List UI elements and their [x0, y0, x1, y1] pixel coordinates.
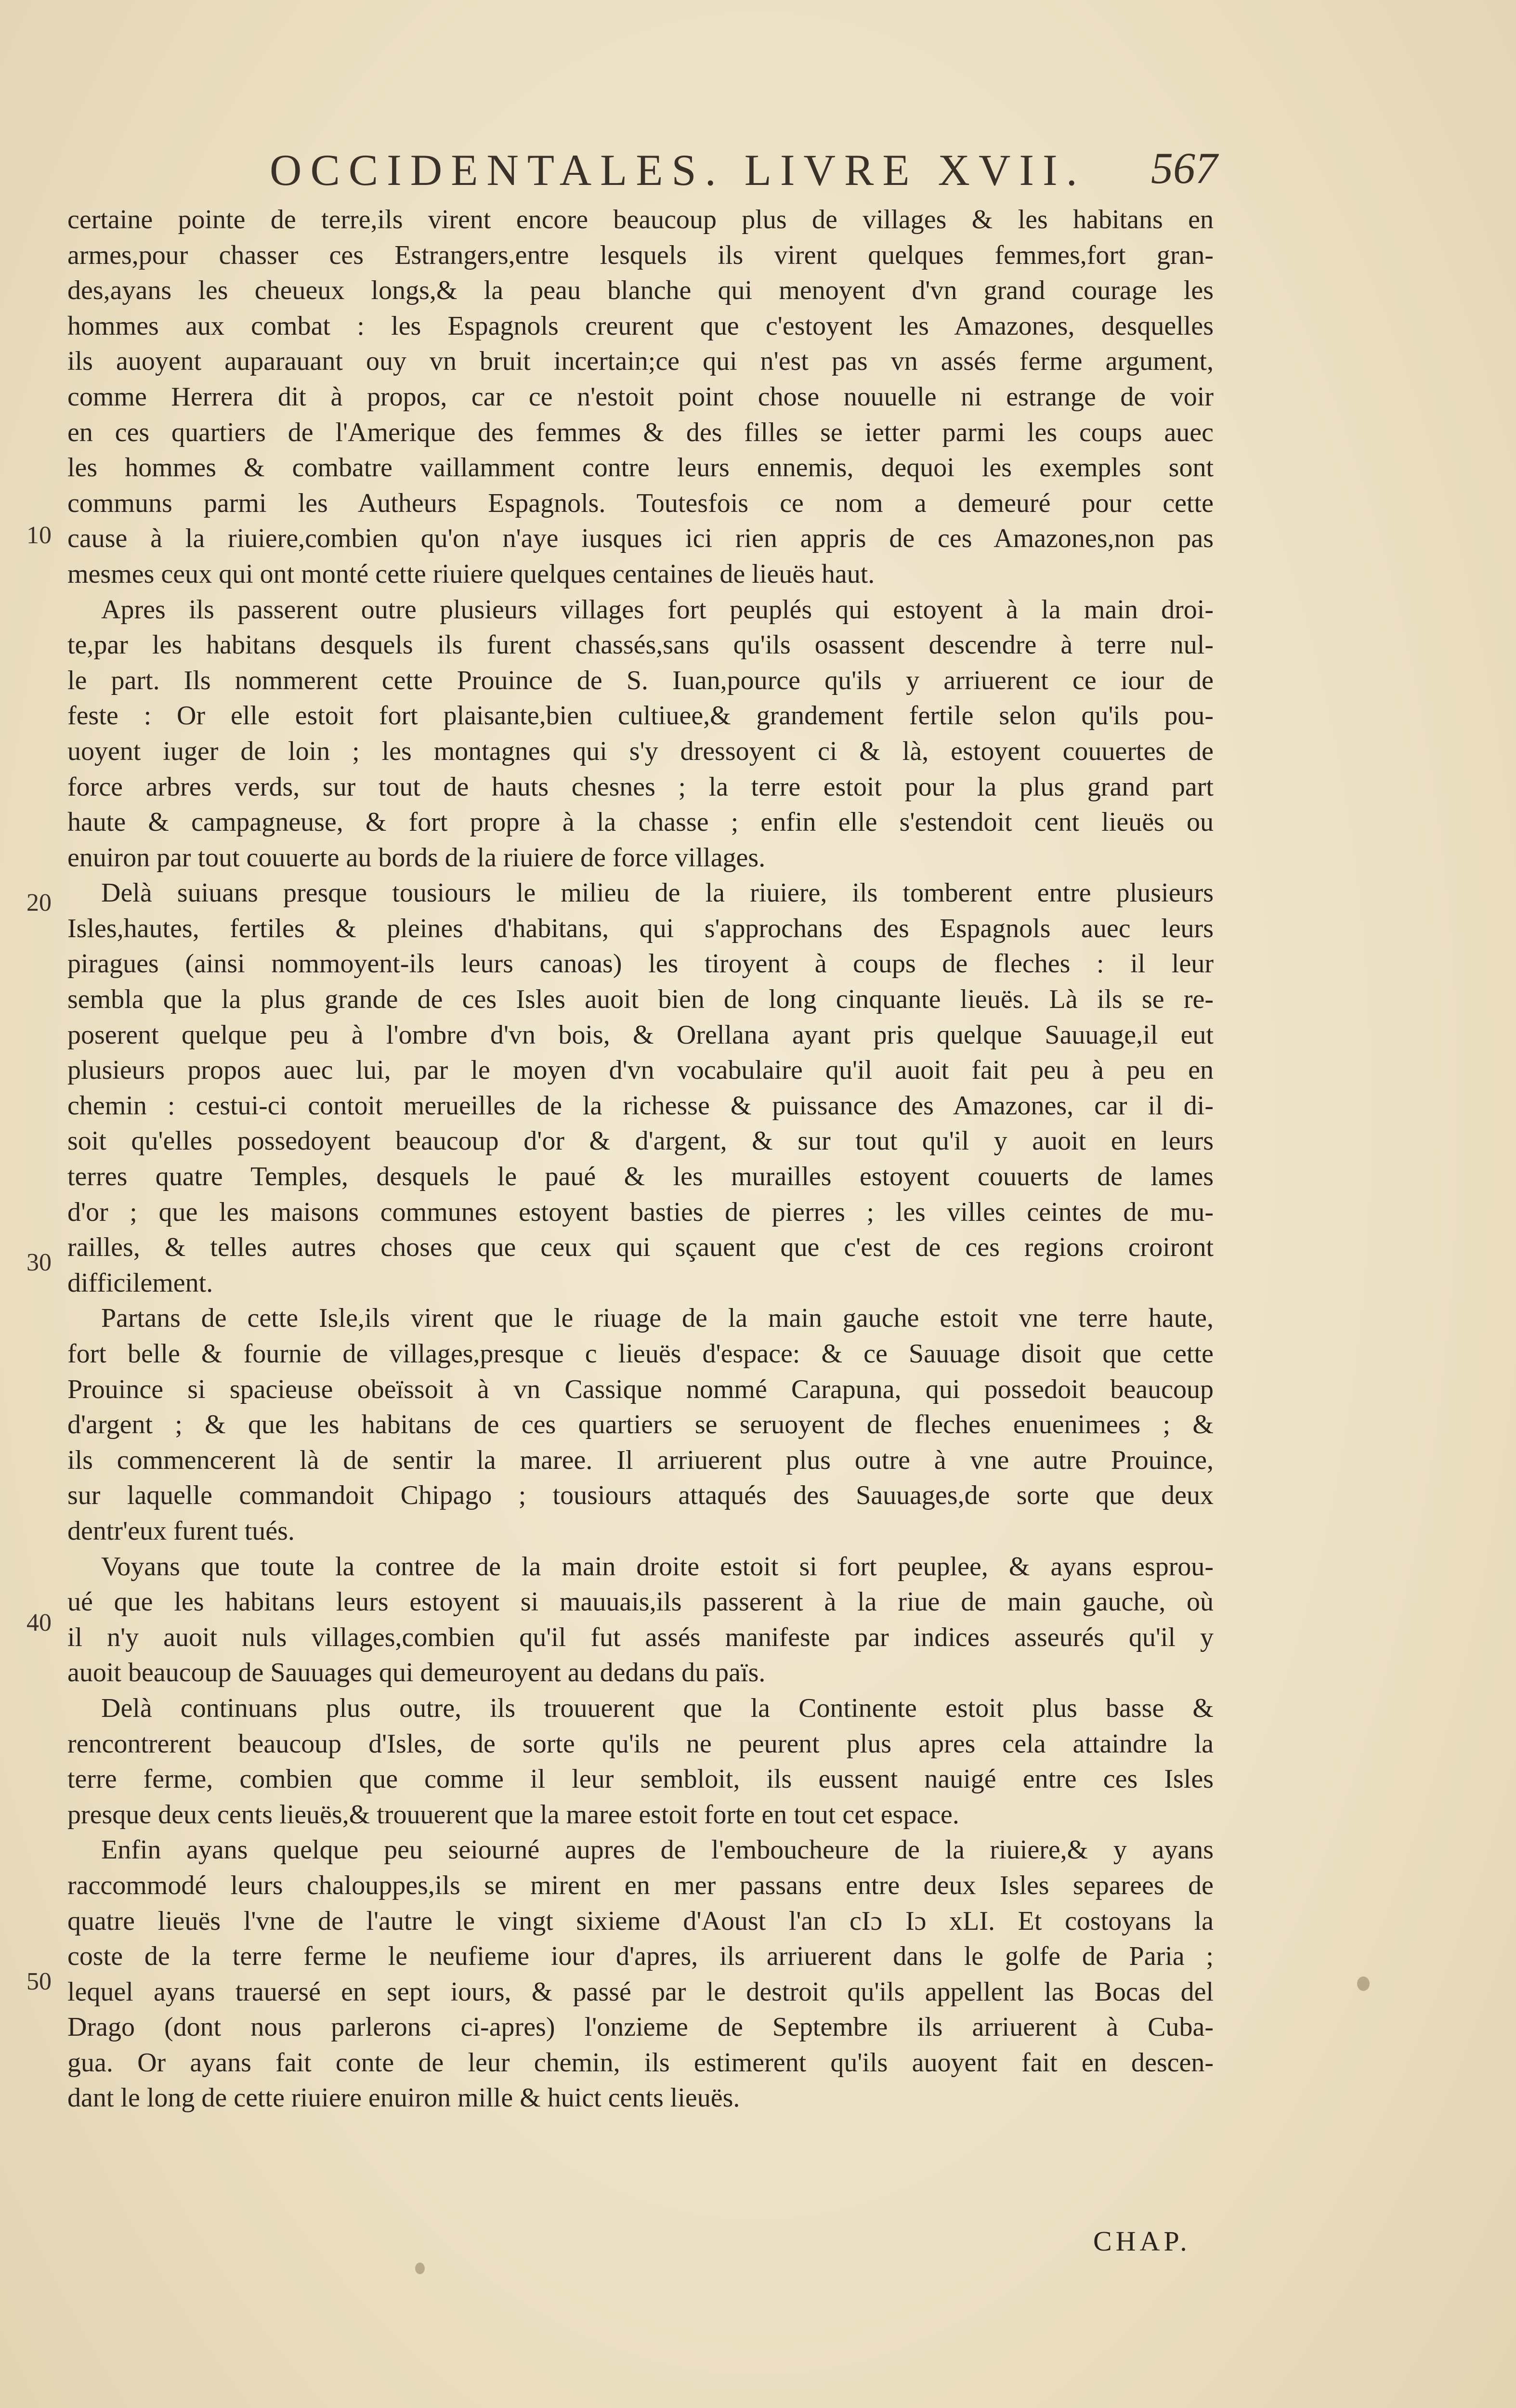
text-line: les hommes & combatre vaillamment contre leurs ennemis, dequoi les exemples sont: [67, 453, 1214, 483]
text-line: feste : Or elle estoit fort plaisante,bien cultiuee,& grandement fertile selon qu'ils pou-: [67, 701, 1214, 731]
text-line: difficilement.: [67, 1268, 213, 1298]
text-line: force arbres verds, sur tout de hauts chesnes ; la terre estoit pour la plus grand part: [67, 772, 1214, 802]
text-line: terres quatre Temples, desquels le paué & les murailles estoyent couuerts de lames: [67, 1162, 1214, 1192]
text-line: uoyent iuger de loin ; les montagnes qui s'y dressoyent ci & là, estoyent couuertes de: [67, 736, 1214, 766]
text-line: mesmes ceux qui ont monté cette riuiere quelques centaines de lieuës haut.: [67, 559, 875, 589]
text-line: ué que les habitans leurs estoyent si mauuais,ils passerent à la riue de main gauche, où: [67, 1587, 1214, 1617]
margin-line-number: 50: [26, 1968, 52, 1995]
margin-line-number: 10: [26, 522, 52, 549]
text-line: raccommodé leurs chalouppes,ils se mirent en mer passans entre deux Isles separees de: [67, 1870, 1214, 1900]
body-text: [67, 202, 1214, 2116]
text-line: comme Herrera dit à propos, car ce n'estoit point chose nouuelle ni estrange de voir: [67, 381, 1214, 412]
text-line: Partans de cette Isle,ils virent que le riuage de la main gauche estoit vne terre haute,: [101, 1303, 1214, 1334]
text-line: Enfin ayans quelque peu seiourné aupres de l'emboucheure de la riuiere,& y ayans: [101, 1835, 1214, 1865]
text-line: sembla que la plus grande de ces Isles auoit bien de long cinquante lieuës. Là ils se re-: [67, 984, 1214, 1015]
text-line: plusieurs propos auec lui, par le moyen d'vn vocabulaire qu'il auoit fait peu à peu en: [67, 1055, 1214, 1086]
text-line: communs parmi les Autheurs Espagnols. Toutesfois ce nom a demeuré pour cette: [67, 488, 1214, 518]
text-line: dentr'eux furent tués.: [67, 1516, 295, 1546]
text-line: Drago (dont nous parlerons ci-apres) l'onzieme de Septembre ils arriuerent à Cuba-: [67, 2012, 1214, 2042]
running-head: OCCIDENTALES. LIVRE XVII.: [270, 145, 1086, 195]
text-line: sur laquelle commandoit Chipago ; tousiours attaqués des Sauuages,de sorte que deux: [67, 1480, 1214, 1511]
text-line: rencontrerent beaucoup d'Isles, de sorte qu'ils ne peurent plus apres cela attaindre la: [67, 1728, 1214, 1759]
text-line: chemin : cestui-ci contoit merueilles de la richesse & puissance des Amazones, car il di-: [67, 1090, 1214, 1121]
text-line: terre ferme, combien que comme il leur sembloit, ils eussent nauigé entre ces Isles: [67, 1764, 1214, 1794]
text-line: certaine pointe de terre,ils virent encore beaucoup plus de villages & les habitans en: [67, 205, 1214, 235]
text-line: piragues (ainsi nommoyent-ils leurs canoas) les tiroyent à coups de fleches : il leur: [67, 949, 1214, 979]
text-line: ils commencerent là de sentir la maree. Il arriuerent plus outre à vne autre Prouince,: [67, 1445, 1214, 1475]
text-line: poserent quelque peu à l'ombre d'vn bois, & Orellana ayant pris quelque Sauuage,il eut: [67, 1020, 1214, 1050]
text-line: Isles,hautes, fertiles & pleines d'habitans, qui s'approchans des Espagnols auec leurs: [67, 913, 1214, 943]
text-line: armes,pour chasser ces Estrangers,entre lesquels ils virent quelques femmes,fort gran-: [67, 240, 1214, 270]
text-line: gua. Or ayans fait conte de leur chemin, ils estimerent qu'ils auoyent fait en descen-: [67, 2047, 1214, 2078]
margin-line-number: 30: [26, 1249, 52, 1276]
text-line: cause à la riuiere,combien qu'on n'aye iusques ici rien appris de ces Amazones,non pas: [67, 523, 1214, 554]
text-line: en ces quartiers de l'Amerique des femmes & des filles se ietter parmi les coups auec: [67, 417, 1214, 447]
text-line: Voyans que toute la contree de la main droite estoit si fort peuplee, & ayans esprou-: [101, 1551, 1214, 1582]
text-line: dant le long de cette riuiere enuiron mille & huict cents lieuës.: [67, 2083, 740, 2113]
text-line: Delà suiuans presque tousiours le milieu de la riuiere, ils tomberent entre plusieurs: [101, 878, 1214, 908]
text-line: auoit beaucoup de Sauuages qui demeuroyent au dedans du païs.: [67, 1658, 766, 1688]
text-line: haute & campagneuse, & fort propre à la chasse ; enfin elle s'estendoit cent lieuës ou: [67, 807, 1214, 838]
catchword: CHAP.: [1093, 2225, 1191, 2257]
page-number: 567: [1151, 144, 1217, 193]
text-line: d'argent ; & que les habitans de ces quartiers se seruoyent de fleches enuenimees ; &: [67, 1410, 1214, 1440]
text-line: enuiron par tout couuerte au bords de la riuiere de force villages.: [67, 842, 766, 873]
text-line: te,par les habitans desquels ils furent chassés,sans qu'ils osassent descendre à terre nul-: [67, 630, 1214, 660]
text-line: Apres ils passerent outre plusieurs villages fort peuplés qui estoyent à la main droi-: [101, 594, 1214, 625]
text-line: Prouince si spacieuse obeïssoit à vn Cassique nommé Carapuna, qui possedoit beaucoup: [67, 1374, 1214, 1404]
text-line: presque deux cents lieuës,& trouuerent que la maree estoit forte en tout cet espace.: [67, 1799, 959, 1830]
text-line: il n'y auoit nuls villages,combien qu'il fut assés manifeste par indices asseurés qu'il y: [67, 1622, 1214, 1652]
text-line: lequel ayans trauersé en sept iours, & passé par le destroit qu'ils appellent las Bocas del: [67, 1976, 1214, 2007]
text-line: railles, & telles autres choses que ceux qui sçauent que c'est de ces regions croiront: [67, 1232, 1214, 1263]
text-line: ils auoyent auparauant ouy vn bruit incertain;ce qui n'est pas vn assés ferme argument,: [67, 346, 1214, 377]
text-line: des,ayans les cheueux longs,& la peau blanche qui menoyent d'vn grand courage les: [67, 275, 1214, 306]
text-line: soit qu'elles possedoyent beaucoup d'or & d'argent, & sur tout qu'il y auoit en leurs: [67, 1126, 1214, 1156]
text-line: d'or ; que les maisons communes estoyent basties de pierres ; les villes ceintes de mu-: [67, 1197, 1214, 1227]
text-line: coste de la terre ferme le neufieme iour d'apres, ils arriuerent dans le golfe de Paria ;: [67, 1941, 1214, 1972]
text-line: quatre lieuës l'vne de l'autre le vingt sixieme d'Aoust l'an cIɔ Iɔ xLI. Et costoyans la: [67, 1906, 1214, 1936]
text-line: hommes aux combat : les Espagnols creurent que c'estoyent les Amazones, desquelles: [67, 311, 1214, 341]
margin-line-number: 20: [26, 889, 52, 916]
ink-spot: [415, 2263, 425, 2274]
text-line: le part. Ils nommerent cette Prouince de S. Iuan,pource qu'ils y arriuerent ce iour de: [67, 665, 1214, 695]
margin-line-number: 40: [26, 1609, 52, 1636]
text-line: Delà continuans plus outre, ils trouuerent que la Continente estoit plus basse &: [101, 1693, 1214, 1723]
text-line: fort belle & fournie de villages,presque c lieuës d'espace: & ce Sauuage disoit que cette: [67, 1339, 1214, 1369]
ink-spot: [1357, 1976, 1370, 1991]
